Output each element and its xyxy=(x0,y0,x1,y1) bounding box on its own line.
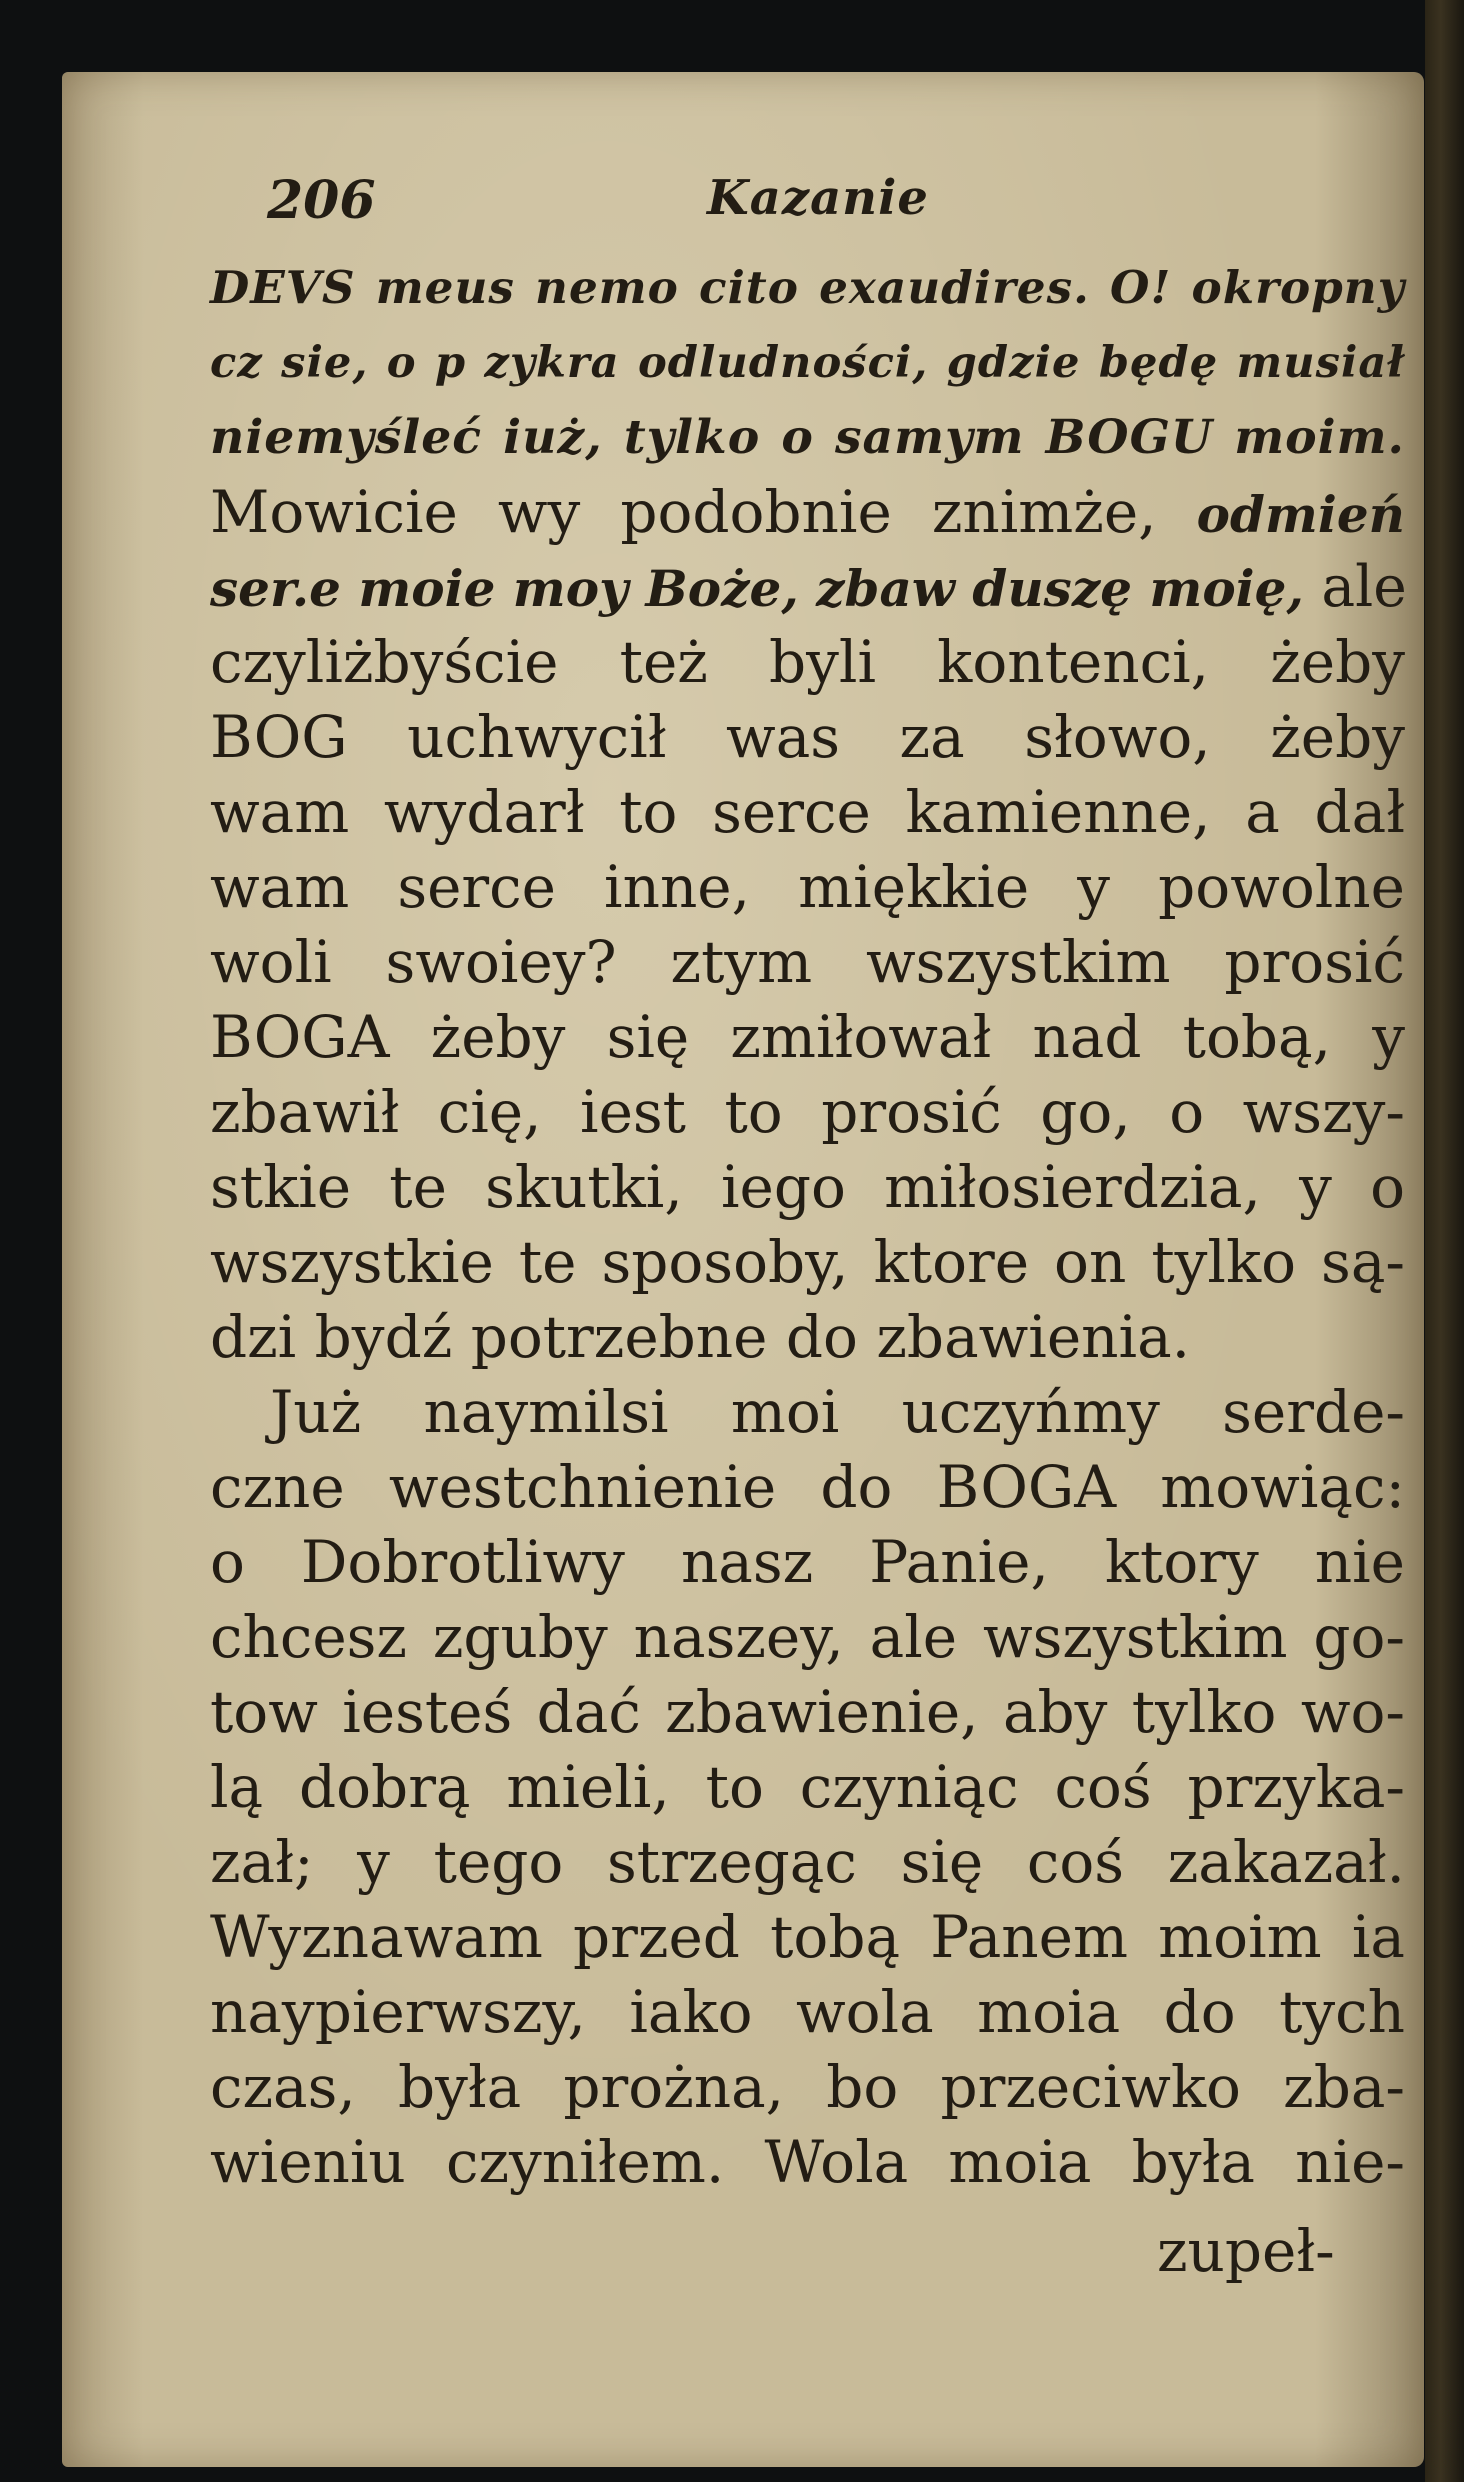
text-line: Już naymilsi moi uczyńmy serde- xyxy=(270,1378,1405,1446)
text-line: chcesz zguby naszey, ale wszystkim go- xyxy=(210,1603,1405,1671)
text-line: stkie te skutki, iego miłosierdzia, y o xyxy=(210,1153,1405,1221)
text-line: Wyznawam przed tobą Panem moim ia xyxy=(210,1903,1405,1971)
text-line: wieniu czyniłem. Wola moia była nie- xyxy=(210,2128,1405,2196)
page-header xyxy=(62,170,1424,250)
italic-segment: odmień xyxy=(1196,485,1405,544)
text-line: tow iesteś dać zbawienie, aby tylko wo- xyxy=(210,1678,1405,1746)
text-line: wam wydarł to serce kamienne, a dał xyxy=(210,778,1405,846)
book-edge xyxy=(1425,0,1464,2482)
text-line: DEVS meus nemo cito exaudires. O! okropny xyxy=(210,260,1405,314)
text-line: czne westchnienie do BOGA mowiąc: xyxy=(210,1453,1405,1521)
catchword: zupeł- xyxy=(1157,2217,1335,2285)
text-line: cz sie, o p zykra odludności, gdzie będę musiał xyxy=(210,337,1405,388)
text-line: woli swoiey? ztym wszystkim prosić xyxy=(210,928,1405,996)
text-line: dzi bydź potrzebne do zbawienia. xyxy=(210,1303,1191,1371)
page-number: 206 xyxy=(267,170,376,231)
text-block xyxy=(210,250,1405,2200)
italic-segment: ser.e moie moy Boże, zbaw duszę moię, xyxy=(210,559,1322,618)
text-line xyxy=(210,550,1405,625)
text-line: niemyśleć iuż, tylko o samym BOGU moim. xyxy=(210,410,1405,465)
running-head: Kazanie xyxy=(707,170,929,226)
text-line: o Dobrotliwy nasz Panie, ktory nie xyxy=(210,1528,1405,1596)
text-line: BOG uchwycił was za słowo, żeby xyxy=(210,703,1405,771)
roman-segment: ale xyxy=(1321,554,1407,620)
text-line: czas, była prożna, bo przeciwko zba- xyxy=(210,2053,1405,2121)
book-page xyxy=(62,72,1424,2467)
text-line: wszystkie te sposoby, ktore on tylko są- xyxy=(210,1228,1405,1296)
text-line: naypierwszy, iako wola moia do tych xyxy=(210,1978,1405,2046)
text-line: lą dobrą mieli, to czyniąc coś przyka- xyxy=(210,1753,1405,1821)
text-line: zbawił cię, iest to prosić go, o wszy- xyxy=(210,1078,1405,1146)
text-line: BOGA żeby się zmiłował nad tobą, y xyxy=(210,1003,1405,1071)
roman-segment: Mowicie wy podobnie znimże, xyxy=(210,478,1197,546)
text-line: czyliżbyście też byli kontenci, żeby xyxy=(210,628,1405,696)
text-line xyxy=(210,475,1405,550)
text-line: wam serce inne, miękkie y powolne xyxy=(210,853,1405,921)
text-line: zał; y tego strzegąc się coś zakazał. xyxy=(210,1828,1405,1896)
